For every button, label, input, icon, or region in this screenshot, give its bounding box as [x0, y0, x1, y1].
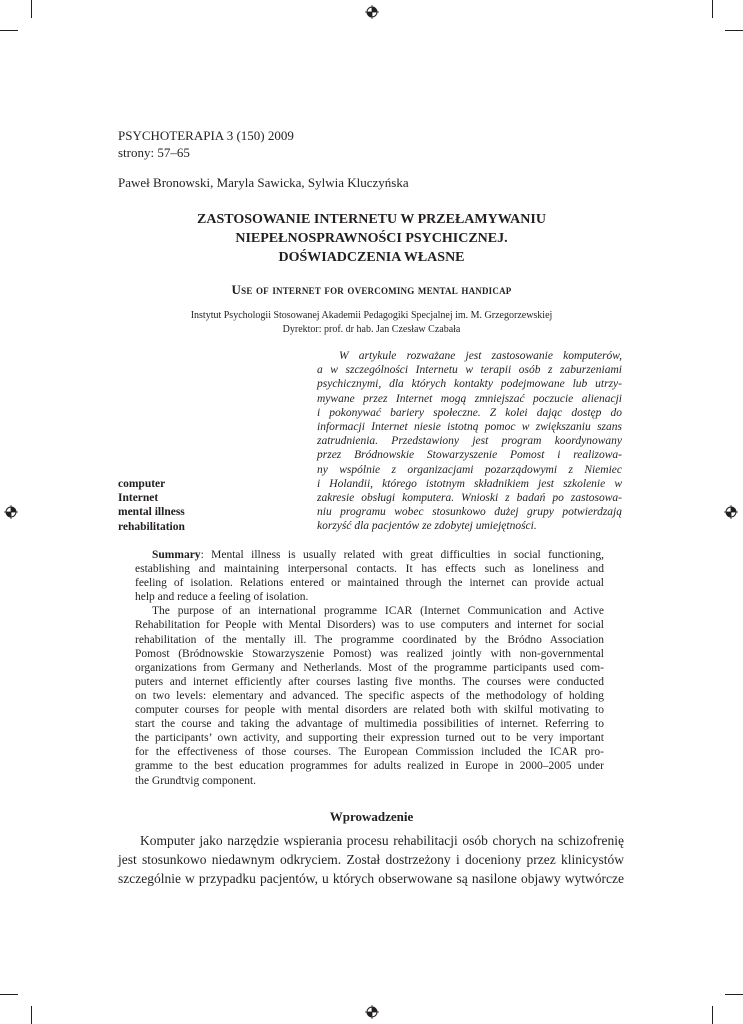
abstract-line: korzyść dla pacjentów ze zdobytej umiejętności.	[317, 520, 537, 533]
crop-mark	[712, 0, 713, 18]
abstract-line: mywane przez Internet mogą zmniejszać poczucie alienacji	[317, 392, 622, 405]
keyword: Internet	[118, 492, 159, 505]
abstract-line: ny wspólnie z organizacjami pozarządowymi z Niemiec	[317, 463, 622, 476]
summary-line: gramme to the best education programmes for adults realized in Europe in 2000–2005 under	[135, 760, 604, 773]
summary-line	[135, 548, 604, 562]
body-line: jest stosunkowo niedawnym odkryciem. Został dostrzeżony i doceniony przez klinicystów	[118, 852, 624, 867]
abstract-line: przez Bródnowskie Stowarzyszenie Pomost i realizowa-	[317, 449, 622, 462]
abstract-line: i Holandii, którego istotnym składnikiem jest szkolenie w	[317, 477, 622, 490]
summary-line: feeling of isolation. Relations entered or maintained through the internet can provide actual	[135, 577, 604, 590]
summary	[135, 548, 604, 788]
summary-label: Summary	[152, 549, 201, 561]
summary-line: Rehabilitation for People with Mental Disorders) was to use computers and internet for social	[135, 619, 604, 632]
english-title: Use of internet for overcoming mental handicap	[231, 282, 512, 297]
registration-mark-icon	[4, 505, 18, 519]
abstract-line: W artykule rozważane jest zastosowanie komputerów,	[339, 350, 622, 362]
keyword: mental illness	[118, 506, 185, 519]
keyword: rehabilitation	[118, 520, 185, 533]
summary-line: for the effectiveness of those courses. The European Commission included the ICAR pro-	[135, 746, 604, 759]
abstract-line: a w szczególności Internetu w terapii osób z zaburzeniami	[317, 364, 622, 377]
crop-mark	[31, 0, 32, 18]
crop-mark	[712, 1006, 713, 1024]
crop-mark	[0, 30, 18, 31]
registration-mark-icon	[724, 505, 738, 519]
summary-line: The purpose of an international programme ICAR (Internet Communication and Active	[152, 605, 604, 618]
crop-mark	[725, 30, 743, 31]
abstract-line: psychicznymi, dla których kontakty podejmowane lub utrzy-	[317, 378, 622, 391]
summary-line: organizations from Germany and Netherlands. Most of the programme participants used com-	[135, 661, 604, 674]
section-heading: Wprowadzenie	[329, 809, 414, 824]
crop-mark	[725, 994, 743, 995]
summary-line: the participants’ own activity, and supporting their expression turned out to be very important	[135, 732, 604, 745]
body-line: Komputer jako narzędzie wspierania procesu rehabilitacji osób chorych na schizofrenię	[140, 833, 624, 848]
journal-issue: PSYCHOTERAPIA 3 (150) 2009	[118, 128, 294, 143]
summary-line: rehabilitation of the mentally ill. The programme coordinated by the Bródno Association	[135, 633, 604, 646]
abstract	[317, 349, 622, 534]
summary-line: on two levels: elementary and advanced. The specific aspects of the methodology of holding	[135, 689, 604, 702]
journal-pages: strony: 57–65	[118, 145, 190, 160]
authors: Paweł Bronowski, Maryla Sawicka, Sylwia Kluczyńska	[118, 175, 409, 190]
registration-mark-icon	[365, 5, 379, 19]
keyword: computer	[118, 478, 166, 490]
abstract-line: niu programu wobec stosunkowo dużej grupy potwierdzają	[317, 506, 622, 519]
summary-line: the Grundtvig component.	[135, 774, 257, 787]
summary-line: establishing and maintaining interpersonal contacts. It has effects such as loneliness and	[135, 563, 604, 576]
abstract-line: informacji Internet niesie istotną pomoc w zwiększaniu szans	[317, 421, 622, 434]
abstract-line: zatrudnienia. Przedstawiony jest program koordynowany	[317, 435, 622, 448]
registration-mark-icon	[365, 1005, 379, 1019]
title-line: NIEPEŁNOSPRAWNOŚCI PSYCHICZNEJ.	[235, 231, 508, 246]
summary-line: computer courses for people with mental disorders are related both with skilful motivating to	[135, 704, 604, 717]
body-paragraph	[118, 831, 624, 888]
summary-line: puters and internet efficiently after courses lasting five months. The courses were conducted	[135, 675, 604, 688]
summary-line: start the course and taking the advantage of multimedia possibilities of internet. Referring to	[135, 718, 604, 731]
crop-mark	[0, 994, 18, 995]
title-line: DOŚWIADCZENIA WŁASNE	[278, 250, 465, 265]
article-title	[118, 210, 625, 267]
institution-line: Instytut Psychologii Stosowanej Akademii Pedagogiki Specjalnej im. M. Grzegorzewskiej	[190, 310, 553, 321]
summary-line: help and reduce a feeling of isolation.	[135, 591, 309, 604]
crop-mark	[31, 1006, 32, 1024]
abstract-line: zakresie obsługi komputera. Wnioski z badań po zastosowa-	[317, 492, 622, 505]
title-line: ZASTOSOWANIE INTERNETU W PRZEŁAMYWANIU	[197, 212, 546, 227]
abstract-line: i pokonywać bariery społeczne. Z kolei dając dostęp do	[317, 406, 622, 419]
summary-line: Pomost (Bródnowskie Stowarzyszenie Pomost) was realized jointly with non-governmental	[135, 647, 604, 660]
body-line: szczególnie w przypadku pacjentów, u których obserwowane są nasilone objawy wytwórcze	[118, 871, 624, 886]
director-line: Dyrektor: prof. dr hab. Jan Czesław Czabała	[282, 324, 461, 335]
keywords	[118, 477, 185, 534]
summary-text: : Mental illness is usually related with great difficulties in social functioning,	[200, 549, 604, 561]
